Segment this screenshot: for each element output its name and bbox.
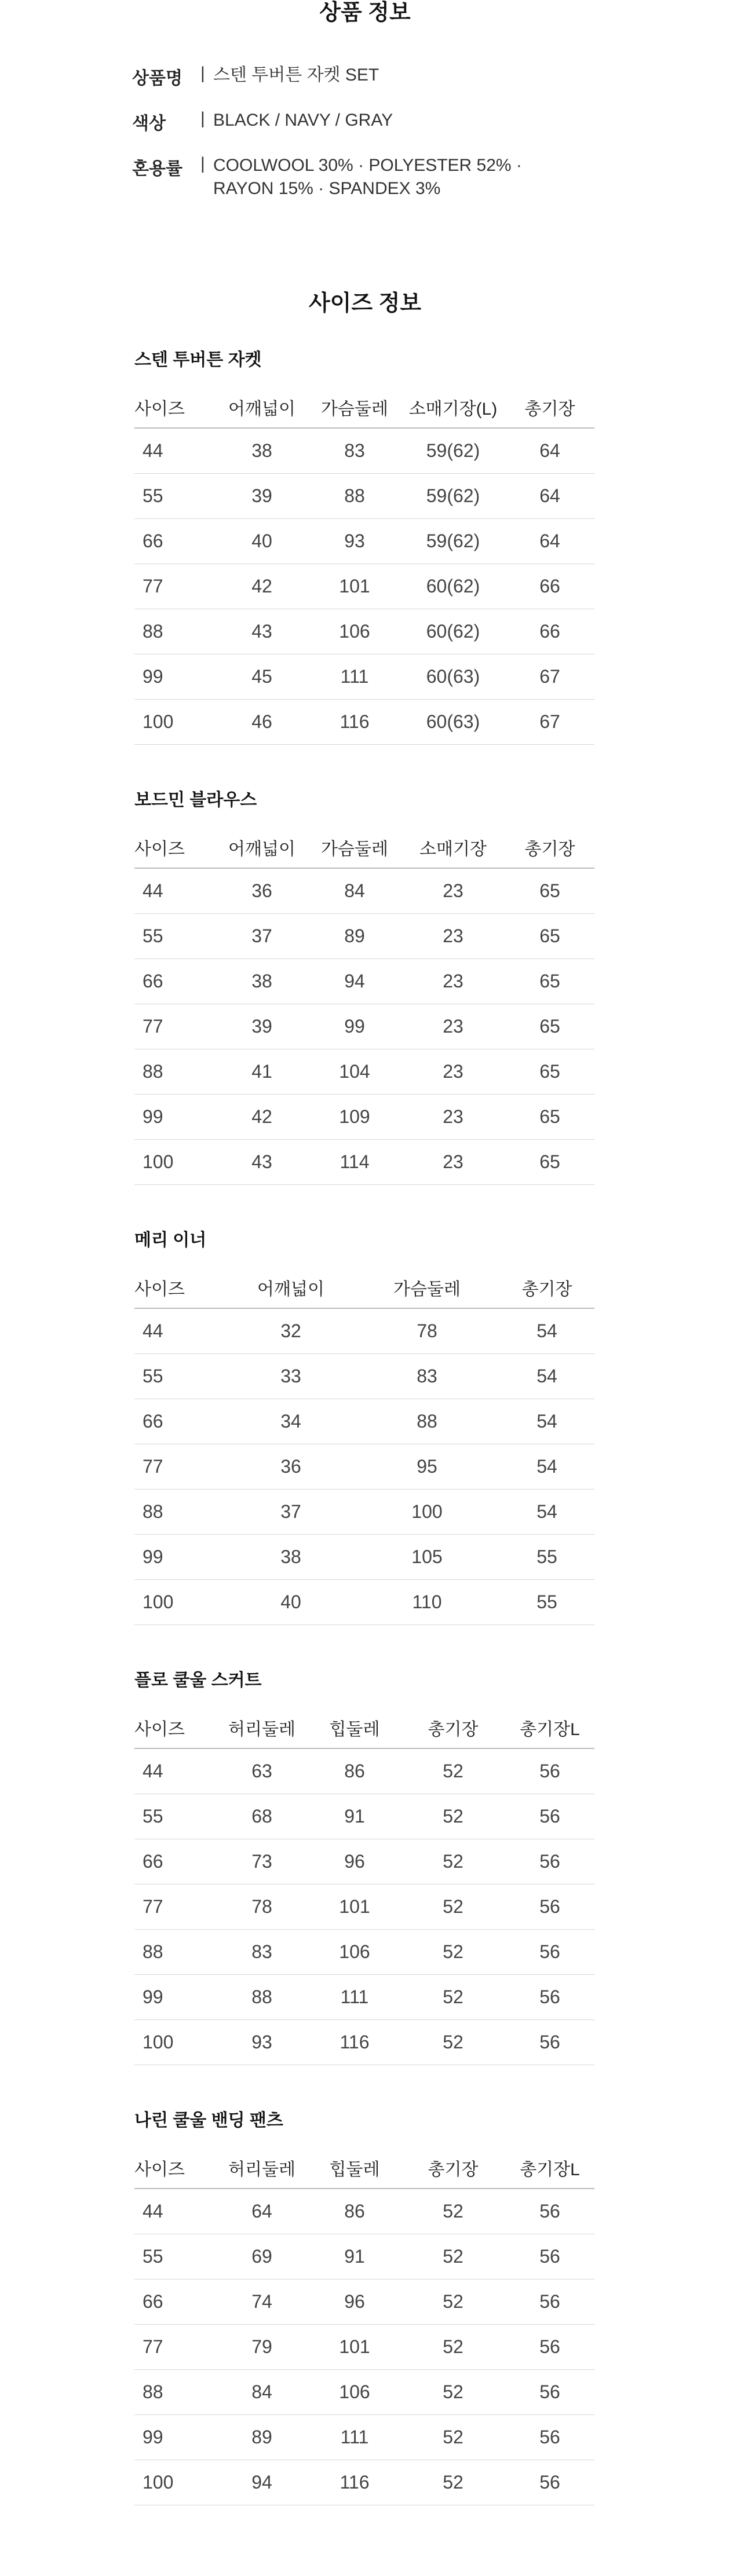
table-cell: 73 xyxy=(216,1839,308,1885)
table-cell: 116 xyxy=(308,2460,401,2505)
table-cell: 55 xyxy=(134,1794,216,1839)
table-row xyxy=(134,2234,594,2279)
table-cell: 54 xyxy=(499,1308,594,1354)
table-cell: 65 xyxy=(505,959,594,1004)
table-cell: 60(62) xyxy=(401,609,505,654)
table-header-row xyxy=(134,1707,594,1748)
table-row xyxy=(134,1975,594,2020)
table-row xyxy=(134,428,594,474)
column-header: 사이즈 xyxy=(134,1707,216,1748)
size-table xyxy=(134,1267,594,1625)
table-cell: 100 xyxy=(134,2020,216,2065)
table-cell: 52 xyxy=(401,1975,505,2020)
table-cell: 88 xyxy=(216,1975,308,2020)
table-cell: 52 xyxy=(401,2279,505,2325)
table-cell: 45 xyxy=(216,654,308,700)
column-header: 사이즈 xyxy=(134,2147,216,2189)
table-header-row xyxy=(134,827,594,868)
table-cell: 83 xyxy=(308,428,401,474)
column-header: 가슴둘레 xyxy=(355,1267,499,1308)
size-section-title: 사이즈 정보 xyxy=(308,291,422,316)
table-cell: 23 xyxy=(401,1140,505,1185)
table-title: 나린 쿨울 밴딩 팬츠 xyxy=(134,2111,283,2130)
table-cell: 23 xyxy=(401,1095,505,1140)
column-header: 사이즈 xyxy=(134,1267,227,1308)
table-cell: 23 xyxy=(401,1004,505,1049)
column-header: 힙둘레 xyxy=(308,2147,401,2189)
table-title: 메리 이너 xyxy=(134,1231,207,1250)
column-header: 총기장 xyxy=(505,387,594,428)
table-cell: 77 xyxy=(134,564,216,609)
column-header: 총기장 xyxy=(401,1707,505,1748)
table-cell: 56 xyxy=(505,2234,594,2279)
info-row-name xyxy=(132,64,572,89)
table-cell: 77 xyxy=(134,1885,216,1930)
table-cell: 94 xyxy=(216,2460,308,2505)
column-header: 가슴둘레 xyxy=(308,387,401,428)
table-row xyxy=(134,609,594,654)
table-cell: 56 xyxy=(505,2189,594,2234)
table-cell: 36 xyxy=(216,868,308,914)
table-cell: 43 xyxy=(216,1140,308,1185)
table-cell: 78 xyxy=(355,1308,499,1354)
table-cell: 60(62) xyxy=(401,564,505,609)
table-row xyxy=(134,2370,594,2415)
table-row xyxy=(134,1049,594,1095)
table-cell: 37 xyxy=(227,1490,355,1535)
table-cell: 60(63) xyxy=(401,654,505,700)
table-cell: 52 xyxy=(401,2415,505,2460)
info-value: BLACK / NAVY / GRAY xyxy=(213,111,393,130)
table-cell: 93 xyxy=(216,2020,308,2065)
table-cell: 56 xyxy=(505,2370,594,2415)
table-cell: 42 xyxy=(216,564,308,609)
table-row xyxy=(134,1095,594,1140)
table-cell: 79 xyxy=(216,2325,308,2370)
table-row xyxy=(134,1004,594,1049)
table-cell: 105 xyxy=(355,1535,499,1580)
table-cell: 65 xyxy=(505,1004,594,1049)
table-cell: 106 xyxy=(308,1930,401,1975)
table-cell: 64 xyxy=(505,519,594,564)
table-cell: 66 xyxy=(505,564,594,609)
table-cell: 56 xyxy=(505,1839,594,1885)
table-row xyxy=(134,519,594,564)
table-cell: 83 xyxy=(355,1354,499,1399)
table-cell: 44 xyxy=(134,2189,216,2234)
size-table xyxy=(134,387,594,745)
table-row xyxy=(134,2189,594,2234)
table-cell: 66 xyxy=(134,2279,216,2325)
table-cell: 65 xyxy=(505,1049,594,1095)
table-cell: 55 xyxy=(499,1535,594,1580)
table-cell: 83 xyxy=(216,1930,308,1975)
column-header: 총기장L xyxy=(505,1707,594,1748)
table-cell: 99 xyxy=(134,1535,227,1580)
info-label: 상품명 xyxy=(132,69,183,88)
table-row xyxy=(134,2279,594,2325)
table-cell: 100 xyxy=(134,1580,227,1625)
column-header: 사이즈 xyxy=(134,827,216,868)
table-cell: 56 xyxy=(505,1748,594,1794)
table-cell: 104 xyxy=(308,1049,401,1095)
table-cell: 59(62) xyxy=(401,428,505,474)
table-cell: 67 xyxy=(505,700,594,745)
table-cell: 60(63) xyxy=(401,700,505,745)
table-cell: 86 xyxy=(308,2189,401,2234)
table-cell: 65 xyxy=(505,1095,594,1140)
table-cell: 116 xyxy=(308,700,401,745)
table-cell: 100 xyxy=(134,2460,216,2505)
table-title: 플로 쿨울 스커트 xyxy=(134,1671,262,1690)
column-header: 어깨넓이 xyxy=(216,387,308,428)
table-cell: 40 xyxy=(216,519,308,564)
table-cell: 23 xyxy=(401,1049,505,1095)
table-cell: 100 xyxy=(134,700,216,745)
info-label: 혼용률 xyxy=(132,159,183,178)
table-cell: 77 xyxy=(134,2325,216,2370)
table-cell: 96 xyxy=(308,1839,401,1885)
table-row xyxy=(134,868,594,914)
table-cell: 91 xyxy=(308,1794,401,1839)
table-cell: 88 xyxy=(308,474,401,519)
table-cell: 109 xyxy=(308,1095,401,1140)
table-cell: 84 xyxy=(308,868,401,914)
table-cell: 41 xyxy=(216,1049,308,1095)
size-table-blouse xyxy=(134,788,594,1185)
table-cell: 64 xyxy=(505,428,594,474)
table-cell: 110 xyxy=(355,1580,499,1625)
table-title: 스텐 투버튼 자켓 xyxy=(134,350,262,369)
table-cell: 56 xyxy=(505,2279,594,2325)
table-header-row xyxy=(134,1267,594,1308)
table-cell: 89 xyxy=(308,914,401,959)
column-header: 총기장 xyxy=(505,827,594,868)
table-cell: 68 xyxy=(216,1794,308,1839)
column-header: 어깨넓이 xyxy=(227,1267,355,1308)
table-cell: 93 xyxy=(308,519,401,564)
table-cell: 39 xyxy=(216,474,308,519)
column-header: 어깨넓이 xyxy=(216,827,308,868)
table-cell: 94 xyxy=(308,959,401,1004)
table-cell: 52 xyxy=(401,1748,505,1794)
table-cell: 55 xyxy=(134,474,216,519)
table-cell: 88 xyxy=(134,2370,216,2415)
table-cell: 55 xyxy=(499,1580,594,1625)
table-cell: 52 xyxy=(401,1839,505,1885)
table-cell: 67 xyxy=(505,654,594,700)
table-cell: 55 xyxy=(134,1354,227,1399)
table-cell: 63 xyxy=(216,1748,308,1794)
column-header: 사이즈 xyxy=(134,387,216,428)
table-cell: 52 xyxy=(401,2020,505,2065)
table-cell: 96 xyxy=(308,2279,401,2325)
info-divider: | xyxy=(200,109,205,128)
table-cell: 59(62) xyxy=(401,519,505,564)
table-cell: 88 xyxy=(134,1049,216,1095)
table-row xyxy=(134,2460,594,2505)
table-row xyxy=(134,474,594,519)
size-table xyxy=(134,827,594,1185)
table-cell: 84 xyxy=(216,2370,308,2415)
table-cell: 101 xyxy=(308,1885,401,1930)
table-row xyxy=(134,1354,594,1399)
table-cell: 56 xyxy=(505,1885,594,1930)
table-cell: 52 xyxy=(401,1794,505,1839)
table-cell: 23 xyxy=(401,868,505,914)
table-cell: 66 xyxy=(505,609,594,654)
table-cell: 100 xyxy=(355,1490,499,1535)
column-header: 가슴둘레 xyxy=(308,827,401,868)
table-cell: 64 xyxy=(216,2189,308,2234)
table-cell: 52 xyxy=(401,2370,505,2415)
info-value: COOLWOOL 30% · POLYESTER 52% · RAYON 15% · SPANDEX 3% xyxy=(213,156,522,198)
table-cell: 114 xyxy=(308,1140,401,1185)
table-cell: 106 xyxy=(308,2370,401,2415)
table-cell: 54 xyxy=(499,1399,594,1444)
table-row xyxy=(134,700,594,745)
table-cell: 89 xyxy=(216,2415,308,2460)
table-cell: 88 xyxy=(355,1399,499,1444)
table-cell: 39 xyxy=(216,1004,308,1049)
table-cell: 43 xyxy=(216,609,308,654)
table-cell: 55 xyxy=(134,2234,216,2279)
table-cell: 69 xyxy=(216,2234,308,2279)
table-cell: 66 xyxy=(134,1399,227,1444)
table-cell: 54 xyxy=(499,1490,594,1535)
table-cell: 40 xyxy=(227,1580,355,1625)
table-cell: 54 xyxy=(499,1444,594,1490)
table-cell: 99 xyxy=(134,2415,216,2460)
table-cell: 44 xyxy=(134,428,216,474)
table-cell: 101 xyxy=(308,564,401,609)
table-cell: 44 xyxy=(134,1308,227,1354)
table-row xyxy=(134,1748,594,1794)
table-cell: 65 xyxy=(505,868,594,914)
table-cell: 111 xyxy=(308,2415,401,2460)
table-cell: 56 xyxy=(505,2325,594,2370)
table-cell: 46 xyxy=(216,700,308,745)
table-row xyxy=(134,1794,594,1839)
table-row xyxy=(134,1535,594,1580)
table-row xyxy=(134,2415,594,2460)
table-cell: 116 xyxy=(308,2020,401,2065)
table-cell: 37 xyxy=(216,914,308,959)
table-cell: 44 xyxy=(134,868,216,914)
table-cell: 111 xyxy=(308,654,401,700)
table-cell: 86 xyxy=(308,1748,401,1794)
table-cell: 66 xyxy=(134,1839,216,1885)
table-cell: 38 xyxy=(216,428,308,474)
table-cell: 52 xyxy=(401,2325,505,2370)
table-cell: 99 xyxy=(134,1095,216,1140)
table-cell: 56 xyxy=(505,2415,594,2460)
table-cell: 42 xyxy=(216,1095,308,1140)
table-cell: 34 xyxy=(227,1399,355,1444)
table-cell: 111 xyxy=(308,1975,401,2020)
size-table xyxy=(134,1707,594,2065)
table-row xyxy=(134,1490,594,1535)
table-row xyxy=(134,1399,594,1444)
table-row xyxy=(134,1308,594,1354)
table-cell: 38 xyxy=(227,1535,355,1580)
size-table-pants xyxy=(134,2108,594,2505)
table-header-row xyxy=(134,387,594,428)
table-cell: 56 xyxy=(505,1975,594,2020)
column-header: 총기장 xyxy=(499,1267,594,1308)
column-header: 총기장L xyxy=(505,2147,594,2189)
table-header-row xyxy=(134,2147,594,2189)
table-cell: 106 xyxy=(308,609,401,654)
table-row xyxy=(134,2020,594,2065)
info-value: 스텐 투버튼 자켓 SET xyxy=(213,65,379,85)
column-header: 소매기장(L) xyxy=(401,387,505,428)
table-cell: 65 xyxy=(505,914,594,959)
table-cell: 77 xyxy=(134,1444,227,1490)
table-row xyxy=(134,914,594,959)
column-header: 허리둘레 xyxy=(216,2147,308,2189)
table-cell: 56 xyxy=(505,1930,594,1975)
info-divider: | xyxy=(200,154,205,173)
table-cell: 101 xyxy=(308,2325,401,2370)
table-cell: 78 xyxy=(216,1885,308,1930)
table-row xyxy=(134,1930,594,1975)
table-cell: 52 xyxy=(401,2460,505,2505)
table-cell: 65 xyxy=(505,1140,594,1185)
table-cell: 74 xyxy=(216,2279,308,2325)
table-cell: 77 xyxy=(134,1004,216,1049)
size-table xyxy=(134,2147,594,2505)
page-title: 상품 정보 xyxy=(319,1,411,25)
table-cell: 88 xyxy=(134,1930,216,1975)
table-cell: 59(62) xyxy=(401,474,505,519)
table-cell: 55 xyxy=(134,914,216,959)
size-table-jacket xyxy=(134,347,594,745)
table-row xyxy=(134,959,594,1004)
table-cell: 99 xyxy=(134,654,216,700)
table-cell: 66 xyxy=(134,519,216,564)
table-cell: 23 xyxy=(401,914,505,959)
info-row-material xyxy=(132,154,572,200)
table-row xyxy=(134,1444,594,1490)
table-cell: 95 xyxy=(355,1444,499,1490)
table-cell: 54 xyxy=(499,1354,594,1399)
size-table-inner xyxy=(134,1228,594,1625)
table-row xyxy=(134,1885,594,1930)
table-cell: 100 xyxy=(134,1140,216,1185)
table-cell: 99 xyxy=(308,1004,401,1049)
column-header: 허리둘레 xyxy=(216,1707,308,1748)
info-row-color xyxy=(132,109,572,134)
table-cell: 52 xyxy=(401,1930,505,1975)
table-cell: 52 xyxy=(401,2234,505,2279)
table-row xyxy=(134,564,594,609)
table-title: 보드민 블라우스 xyxy=(134,791,257,810)
table-cell: 56 xyxy=(505,2020,594,2065)
table-cell: 33 xyxy=(227,1354,355,1399)
info-divider: | xyxy=(200,64,205,83)
table-cell: 52 xyxy=(401,2189,505,2234)
table-cell: 91 xyxy=(308,2234,401,2279)
table-row xyxy=(134,1839,594,1885)
table-cell: 56 xyxy=(505,1794,594,1839)
table-cell: 32 xyxy=(227,1308,355,1354)
table-cell: 99 xyxy=(134,1975,216,2020)
table-cell: 88 xyxy=(134,1490,227,1535)
column-header: 힙둘레 xyxy=(308,1707,401,1748)
table-row xyxy=(134,654,594,700)
size-table-skirt xyxy=(134,1668,594,2065)
table-cell: 23 xyxy=(401,959,505,1004)
table-cell: 52 xyxy=(401,1885,505,1930)
table-row xyxy=(134,2325,594,2370)
table-row xyxy=(134,1140,594,1185)
column-header: 총기장 xyxy=(401,2147,505,2189)
table-cell: 36 xyxy=(227,1444,355,1490)
table-cell: 38 xyxy=(216,959,308,1004)
table-cell: 56 xyxy=(505,2460,594,2505)
info-label: 색상 xyxy=(132,114,166,133)
table-row xyxy=(134,1580,594,1625)
table-cell: 66 xyxy=(134,959,216,1004)
column-header: 소매기장 xyxy=(401,827,505,868)
table-cell: 64 xyxy=(505,474,594,519)
table-cell: 88 xyxy=(134,609,216,654)
table-cell: 44 xyxy=(134,1748,216,1794)
